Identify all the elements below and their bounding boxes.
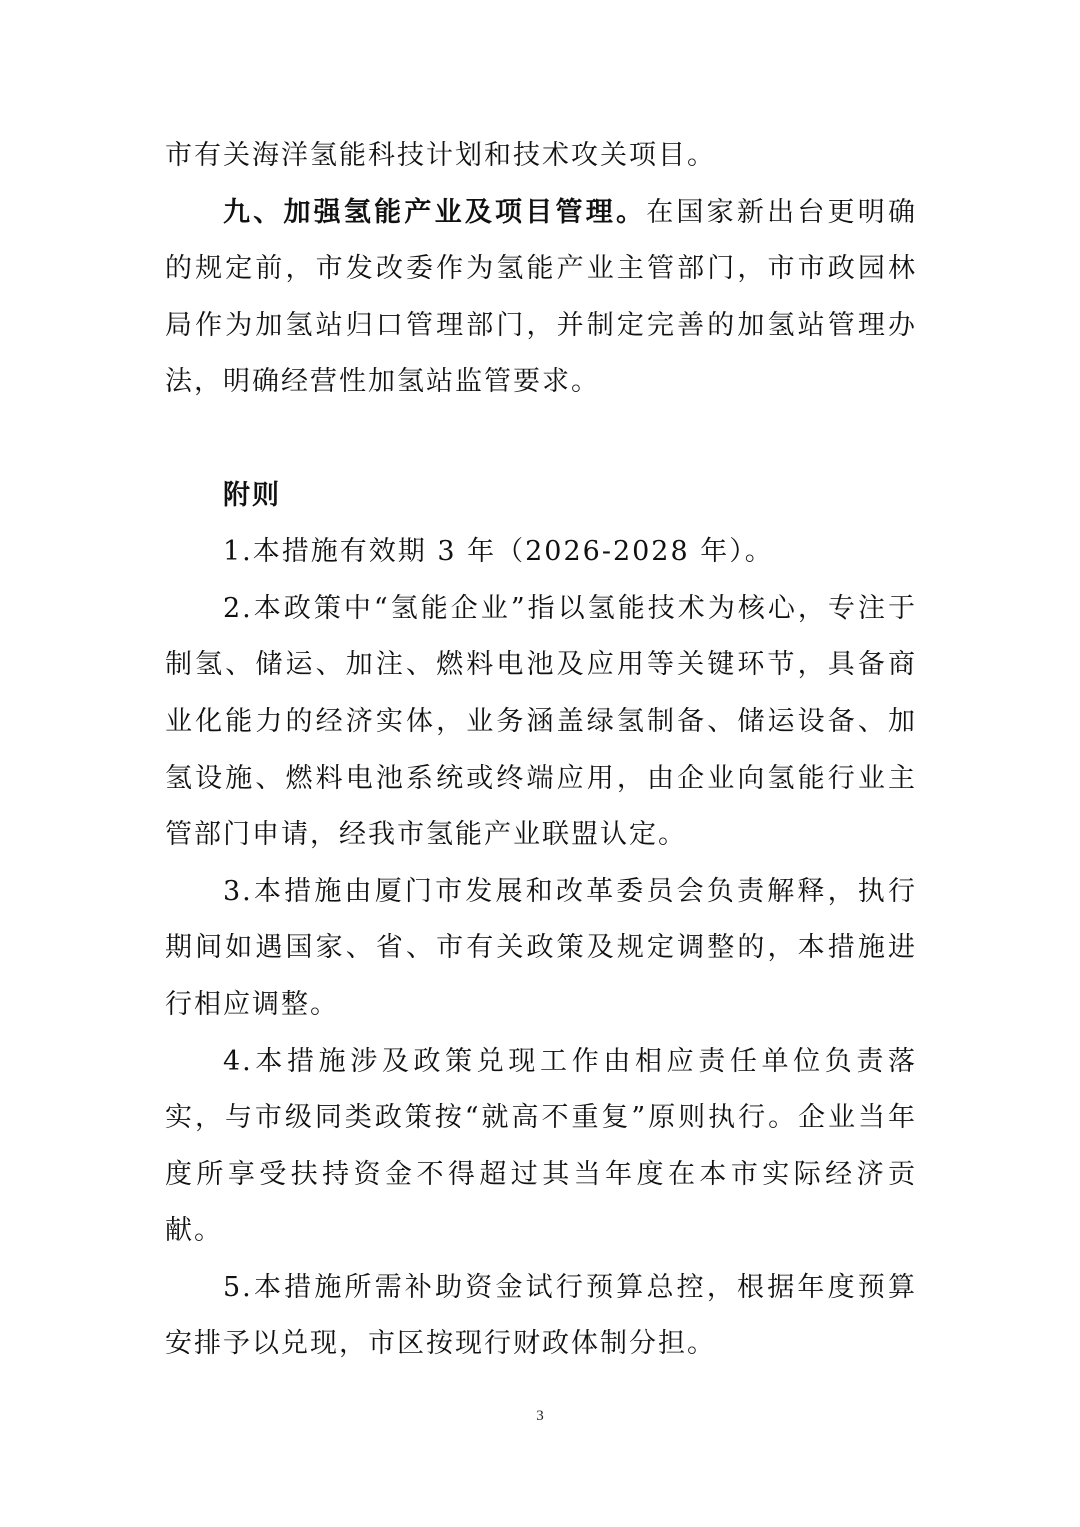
appendix-item-1: 1.本措施有效期 3 年（2026-2028 年）。 xyxy=(223,536,774,568)
paragraph-continuation: 市有关海洋氢能科技计划和技术攻关项目。 xyxy=(165,140,716,171)
appendix-item-3: 3.本措施由厦门市发展和改革委员会负责解释，执行期间如遇国家、省、市有关政策及规定调整的，本措施进行相应调整。 xyxy=(165,875,917,1020)
section-spacer xyxy=(165,411,917,468)
appendix-item-4: 4.本措施涉及政策兑现工作由相应责任单位负责落实，与市级同类政策按“就高不重复”原则执行。企业当年度所享受扶持资金不得超过其当年度在本市实际经济贡献。 xyxy=(165,1045,917,1247)
section-nine-heading: 九、加强氢能产业及项目管理。 xyxy=(223,196,647,228)
document-body xyxy=(165,128,917,1373)
section-nine-paragraph xyxy=(165,185,917,411)
appendix-title: 附则 xyxy=(223,479,281,511)
page-number: 3 xyxy=(536,1408,544,1424)
appendix-item-5: 5.本措施所需补助资金试行预算总控，根据年度预算安排予以兑现，市区按现行财政体制分担。 xyxy=(165,1271,917,1360)
section-nine-text: 在国家新出台更明确的规定前，市发改委作为氢能产业主管部门，市市政园林局作为加氢站归口管理部门，并制定完善的加氢站管理办法，明确经营性加氢站监管要求。 xyxy=(165,196,918,398)
appendix-item-2: 2.本政策中“氢能企业”指以氢能技术为核心，专注于制氢、储运、加注、燃料电池及应用等关键环节，具备商业化能力的经济实体，业务涵盖绿氢制备、储运设备、加氢设施、燃料电池系统或终端应用，由企业向氢能行业主管部门申请，经我市氢能产业联盟认定。 xyxy=(165,592,917,851)
